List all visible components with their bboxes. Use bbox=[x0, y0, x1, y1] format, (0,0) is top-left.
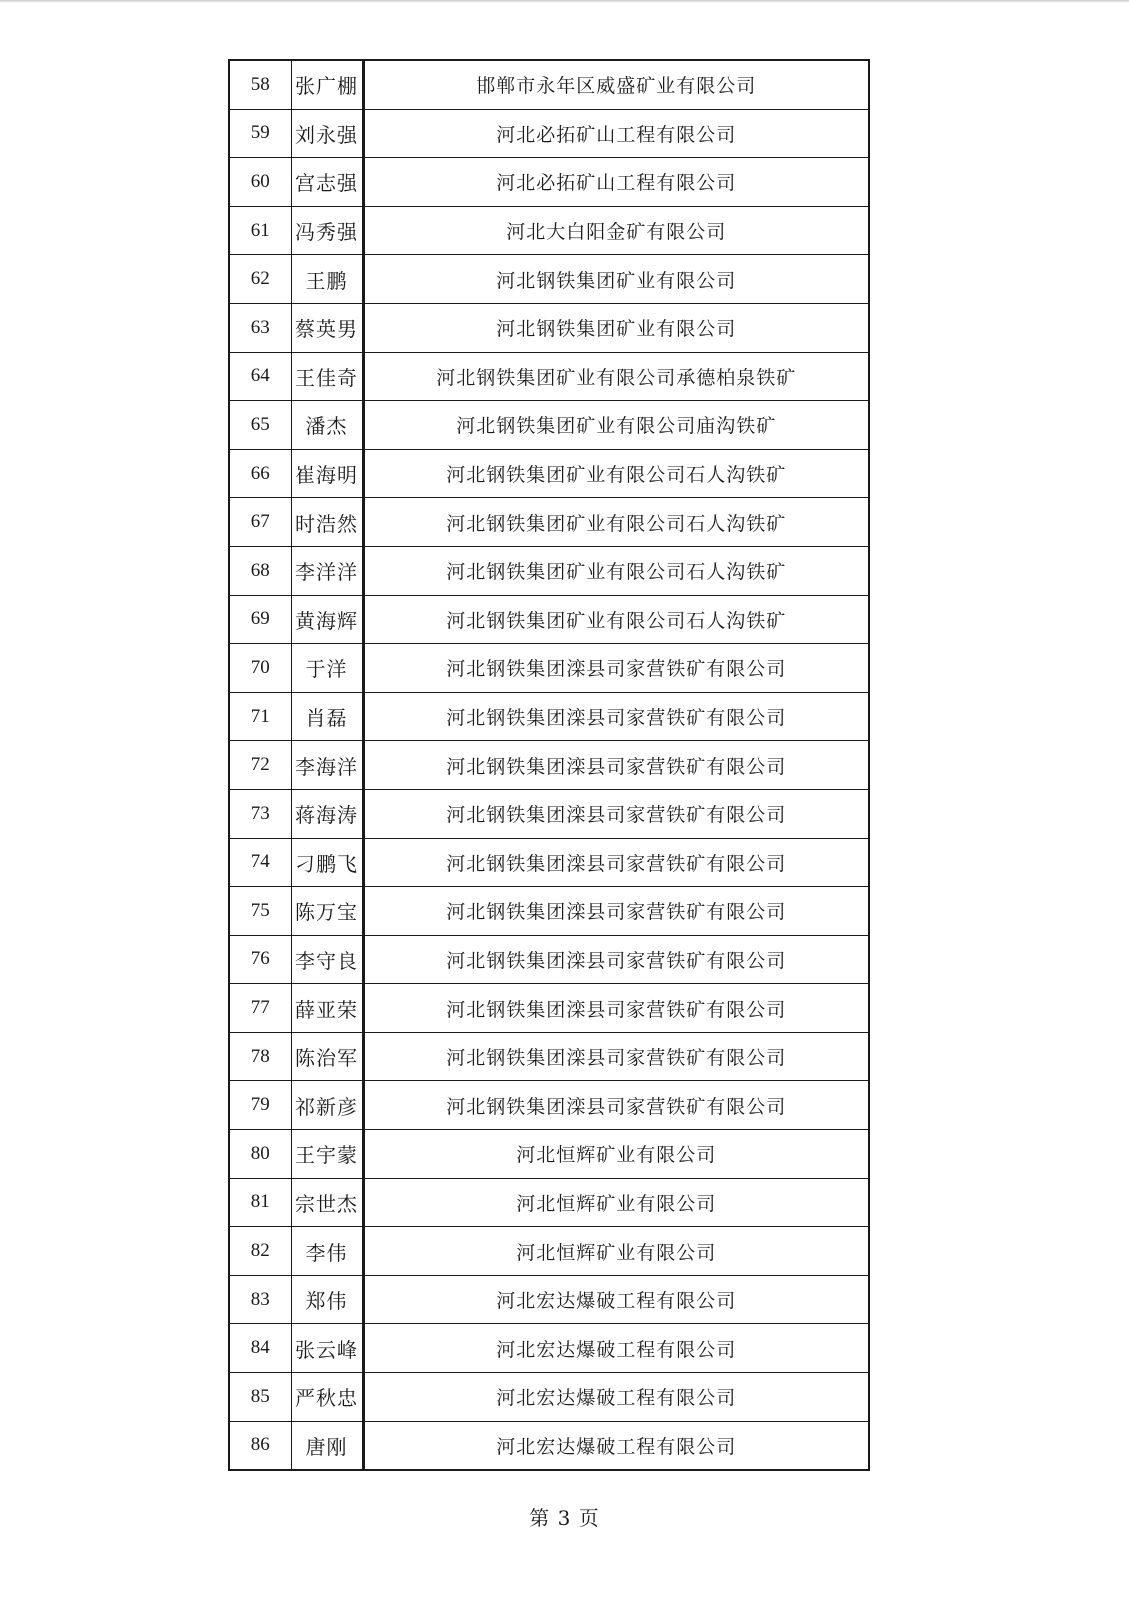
table-row bbox=[229, 1227, 869, 1276]
row-number: 80 bbox=[229, 1130, 291, 1179]
company-name: 河北钢铁集团滦县司家营铁矿有限公司 bbox=[363, 644, 869, 693]
company-name: 河北钢铁集团滦县司家营铁矿有限公司 bbox=[363, 838, 869, 887]
company-name: 河北钢铁集团滦县司家营铁矿有限公司 bbox=[363, 1081, 869, 1130]
row-number: 77 bbox=[229, 984, 291, 1033]
person-name: 蔡英男 bbox=[291, 303, 363, 352]
row-number: 64 bbox=[229, 352, 291, 401]
table-row bbox=[229, 60, 869, 109]
row-number: 84 bbox=[229, 1324, 291, 1373]
company-name: 河北恒辉矿业有限公司 bbox=[363, 1227, 869, 1276]
table-row bbox=[229, 935, 869, 984]
company-name: 河北恒辉矿业有限公司 bbox=[363, 1130, 869, 1179]
person-name: 时浩然 bbox=[291, 498, 363, 547]
table-row bbox=[229, 789, 869, 838]
company-name: 河北钢铁集团滦县司家营铁矿有限公司 bbox=[363, 1032, 869, 1081]
table-row bbox=[229, 498, 869, 547]
company-name: 河北宏达爆破工程有限公司 bbox=[363, 1421, 869, 1470]
row-number: 60 bbox=[229, 158, 291, 207]
company-name: 河北大白阳金矿有限公司 bbox=[363, 206, 869, 255]
table-row bbox=[229, 595, 869, 644]
company-name: 河北宏达爆破工程有限公司 bbox=[363, 1275, 869, 1324]
person-name: 王鹏 bbox=[291, 255, 363, 304]
person-name: 潘杰 bbox=[291, 401, 363, 450]
table-row bbox=[229, 1421, 869, 1470]
table-row bbox=[229, 206, 869, 255]
person-name: 李伟 bbox=[291, 1227, 363, 1276]
person-name: 刘永强 bbox=[291, 109, 363, 158]
row-number: 61 bbox=[229, 206, 291, 255]
company-name: 河北必拓矿山工程有限公司 bbox=[363, 158, 869, 207]
row-number: 73 bbox=[229, 789, 291, 838]
row-number: 71 bbox=[229, 692, 291, 741]
company-name: 河北钢铁集团矿业有限公司石人沟铁矿 bbox=[363, 595, 869, 644]
table-row bbox=[229, 1081, 869, 1130]
company-name: 河北钢铁集团矿业有限公司庙沟铁矿 bbox=[363, 401, 869, 450]
row-number: 86 bbox=[229, 1421, 291, 1470]
table-row bbox=[229, 1178, 869, 1227]
table-row bbox=[229, 255, 869, 304]
company-name: 河北恒辉矿业有限公司 bbox=[363, 1178, 869, 1227]
person-name: 陈万宝 bbox=[291, 887, 363, 936]
row-number: 65 bbox=[229, 401, 291, 450]
person-name: 冯秀强 bbox=[291, 206, 363, 255]
company-name: 河北钢铁集团滦县司家营铁矿有限公司 bbox=[363, 935, 869, 984]
table-row bbox=[229, 644, 869, 693]
company-name: 河北钢铁集团矿业有限公司承德柏泉铁矿 bbox=[363, 352, 869, 401]
table-row bbox=[229, 838, 869, 887]
person-name: 祁新彦 bbox=[291, 1081, 363, 1130]
company-name: 河北宏达爆破工程有限公司 bbox=[363, 1373, 869, 1422]
row-number: 68 bbox=[229, 546, 291, 595]
company-name: 河北钢铁集团矿业有限公司石人沟铁矿 bbox=[363, 498, 869, 547]
row-number: 79 bbox=[229, 1081, 291, 1130]
row-number: 69 bbox=[229, 595, 291, 644]
table-row bbox=[229, 692, 869, 741]
person-name: 刁鹏飞 bbox=[291, 838, 363, 887]
table-row bbox=[229, 352, 869, 401]
row-number: 59 bbox=[229, 109, 291, 158]
person-name: 王宇蒙 bbox=[291, 1130, 363, 1179]
person-name: 唐刚 bbox=[291, 1421, 363, 1470]
company-name: 河北钢铁集团滦县司家营铁矿有限公司 bbox=[363, 741, 869, 790]
table-row bbox=[229, 109, 869, 158]
company-name: 河北钢铁集团滦县司家营铁矿有限公司 bbox=[363, 789, 869, 838]
table-row bbox=[229, 546, 869, 595]
table-row bbox=[229, 1275, 869, 1324]
person-name: 于洋 bbox=[291, 644, 363, 693]
company-name: 河北钢铁集团滦县司家营铁矿有限公司 bbox=[363, 984, 869, 1033]
row-number: 67 bbox=[229, 498, 291, 547]
company-name: 河北宏达爆破工程有限公司 bbox=[363, 1324, 869, 1373]
table-row bbox=[229, 741, 869, 790]
person-name: 李守良 bbox=[291, 935, 363, 984]
row-number: 58 bbox=[229, 60, 291, 109]
person-name: 宫志强 bbox=[291, 158, 363, 207]
table-row bbox=[229, 1324, 869, 1373]
person-name: 陈治军 bbox=[291, 1032, 363, 1081]
person-name: 蒋海涛 bbox=[291, 789, 363, 838]
company-name: 河北钢铁集团矿业有限公司石人沟铁矿 bbox=[363, 449, 869, 498]
company-name: 河北钢铁集团滦县司家营铁矿有限公司 bbox=[363, 887, 869, 936]
table-row bbox=[229, 984, 869, 1033]
company-name: 河北钢铁集团矿业有限公司 bbox=[363, 303, 869, 352]
person-name: 严秋忠 bbox=[291, 1373, 363, 1422]
company-name: 河北钢铁集团矿业有限公司 bbox=[363, 255, 869, 304]
row-number: 63 bbox=[229, 303, 291, 352]
table-row bbox=[229, 303, 869, 352]
row-number: 66 bbox=[229, 449, 291, 498]
row-number: 75 bbox=[229, 887, 291, 936]
person-name: 宗世杰 bbox=[291, 1178, 363, 1227]
person-name: 黄海辉 bbox=[291, 595, 363, 644]
table-row bbox=[229, 401, 869, 450]
person-name: 李洋洋 bbox=[291, 546, 363, 595]
person-name: 王佳奇 bbox=[291, 352, 363, 401]
row-number: 78 bbox=[229, 1032, 291, 1081]
person-name: 肖磊 bbox=[291, 692, 363, 741]
row-number: 70 bbox=[229, 644, 291, 693]
table-row bbox=[229, 1373, 869, 1422]
roster-table bbox=[228, 59, 870, 1471]
page-number: 第 3 页 bbox=[529, 1506, 600, 1530]
table-row bbox=[229, 449, 869, 498]
row-number: 82 bbox=[229, 1227, 291, 1276]
person-name: 崔海明 bbox=[291, 449, 363, 498]
table-row bbox=[229, 158, 869, 207]
person-name: 薛亚荣 bbox=[291, 984, 363, 1033]
scan-edge bbox=[0, 0, 1129, 3]
person-name: 张云峰 bbox=[291, 1324, 363, 1373]
person-name: 李海洋 bbox=[291, 741, 363, 790]
person-name: 郑伟 bbox=[291, 1275, 363, 1324]
row-number: 72 bbox=[229, 741, 291, 790]
company-name: 河北必拓矿山工程有限公司 bbox=[363, 109, 869, 158]
row-number: 76 bbox=[229, 935, 291, 984]
row-number: 74 bbox=[229, 838, 291, 887]
row-number: 62 bbox=[229, 255, 291, 304]
company-name: 邯郸市永年区威盛矿业有限公司 bbox=[363, 60, 869, 109]
row-number: 81 bbox=[229, 1178, 291, 1227]
roster-body bbox=[229, 60, 869, 1470]
table-row bbox=[229, 887, 869, 936]
company-name: 河北钢铁集团滦县司家营铁矿有限公司 bbox=[363, 692, 869, 741]
person-name: 张广棚 bbox=[291, 60, 363, 109]
table-row bbox=[229, 1130, 869, 1179]
company-name: 河北钢铁集团矿业有限公司石人沟铁矿 bbox=[363, 546, 869, 595]
table-row bbox=[229, 1032, 869, 1081]
row-number: 85 bbox=[229, 1373, 291, 1422]
row-number: 83 bbox=[229, 1275, 291, 1324]
